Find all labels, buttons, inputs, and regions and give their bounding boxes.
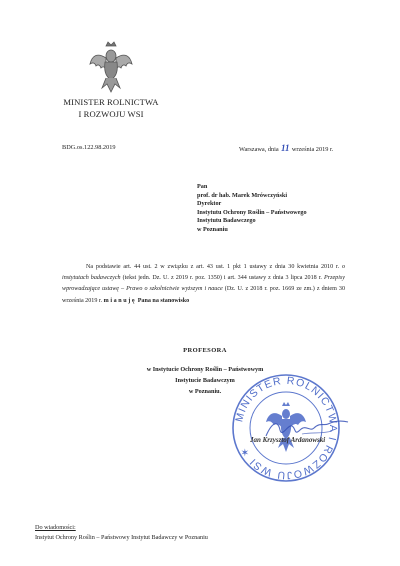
appointment-title: PROFESORA xyxy=(183,347,227,354)
ministry-line-2: I ROZWOJU WSI xyxy=(78,109,144,119)
svg-text:MINISTER ROLNICTWA I ROZWOJU W: MINISTER ROLNICTWA I ROZWOJU WSI ✶ xyxy=(233,374,340,482)
body-text-g: Pana na stanowisko xyxy=(136,297,190,304)
body-appoint-word: mianuję xyxy=(103,297,137,304)
body-text-a: Na podstawie art. 44 ust. 2 w związku z art. 43 ust. 1 pkt 1 ustawy z dnia 30 kwietnia 2010 r. xyxy=(86,264,342,270)
appointment-line-3: w Poznaniu. xyxy=(188,388,222,395)
polish-eagle-emblem-icon xyxy=(89,40,133,94)
month-year: września 2019 r. xyxy=(291,146,334,153)
reference-number: BDG.os.122.98.2019 xyxy=(62,144,116,151)
body-act-title-1: o instytutach badawczych xyxy=(62,264,345,282)
ministry-line-1: MINISTER ROLNICTWA xyxy=(63,97,159,107)
body-act-title-2: Przepisy wprowadzające ustawę – Prawo o szkolnictwie wyższym i nauce xyxy=(62,275,345,293)
addressee-salutation: Pan xyxy=(197,183,208,190)
handwritten-day: 11 xyxy=(281,143,290,153)
addressee-institution-2: Instytutu Badawczego xyxy=(197,217,256,224)
ministry-name xyxy=(55,96,167,120)
cc-recipient: Instytut Ochrony Roślin – Państwowy Instytut Badawczy w Poznaniu xyxy=(35,534,208,541)
body-text-e: (Dz. U. z 2018 r. poz. 1669 ze zm.) z dniem 30 września 2019 r. xyxy=(62,286,345,304)
signer-name: Jan Krzysztof Ardanowski xyxy=(250,436,326,444)
appointment-line-2: Instytucie Badawczym xyxy=(175,377,235,384)
addressee-block xyxy=(197,183,307,234)
body-paragraph xyxy=(62,262,345,307)
addressee-position: Dyrektor xyxy=(197,200,222,207)
appointment-line-1: w Instytucie Ochrony Roślin – Państwowym xyxy=(146,366,264,373)
addressee-name: prof. dr hab. Marek Mrówczyński xyxy=(197,191,288,199)
place-date xyxy=(239,143,333,153)
cc-label: Do wiadomości: xyxy=(35,524,76,531)
place-label: Warszawa, dnia xyxy=(239,146,279,153)
addressee-institution-1: Instytutu Ochrony Roślin – Państwowego xyxy=(197,208,307,216)
letter-body xyxy=(62,262,345,307)
addressee-city: w Poznaniu xyxy=(197,225,228,233)
body-text-c: (tekst jedn. Dz. U. z 2019 r. poz. 1350) i art. 344 ustawy z dnia 3 lipca 2018 r. xyxy=(120,275,324,282)
